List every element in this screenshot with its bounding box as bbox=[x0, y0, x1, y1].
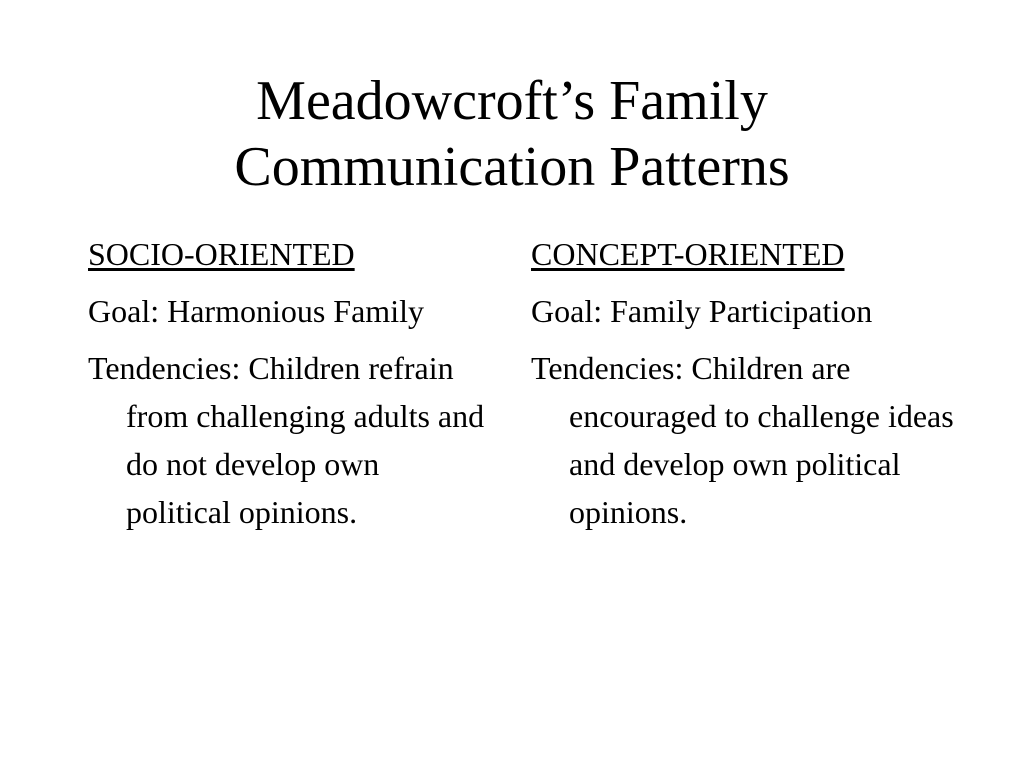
socio-oriented-tendencies: Tendencies: Children refrain from challenging adults and do not develop own political opinions. bbox=[88, 350, 485, 530]
concept-oriented-tendencies: Tendencies: Children are encouraged to challenge ideas and develop own political opinions. bbox=[531, 350, 954, 530]
socio-oriented-goal: Goal: Harmonious Family bbox=[88, 293, 424, 329]
slide-title bbox=[0, 68, 1024, 200]
slide-title-line-1: Meadowcroft’s Family bbox=[256, 70, 768, 132]
concept-oriented-column bbox=[531, 230, 961, 545]
socio-oriented-heading: SOCIO-ORIENTED bbox=[88, 236, 355, 272]
concept-oriented-goal: Goal: Family Participation bbox=[531, 293, 873, 329]
concept-oriented-heading: CONCEPT-ORIENTED bbox=[531, 236, 845, 272]
slide-title-line-2: Communication Patterns bbox=[234, 136, 790, 198]
socio-oriented-column bbox=[88, 230, 488, 545]
